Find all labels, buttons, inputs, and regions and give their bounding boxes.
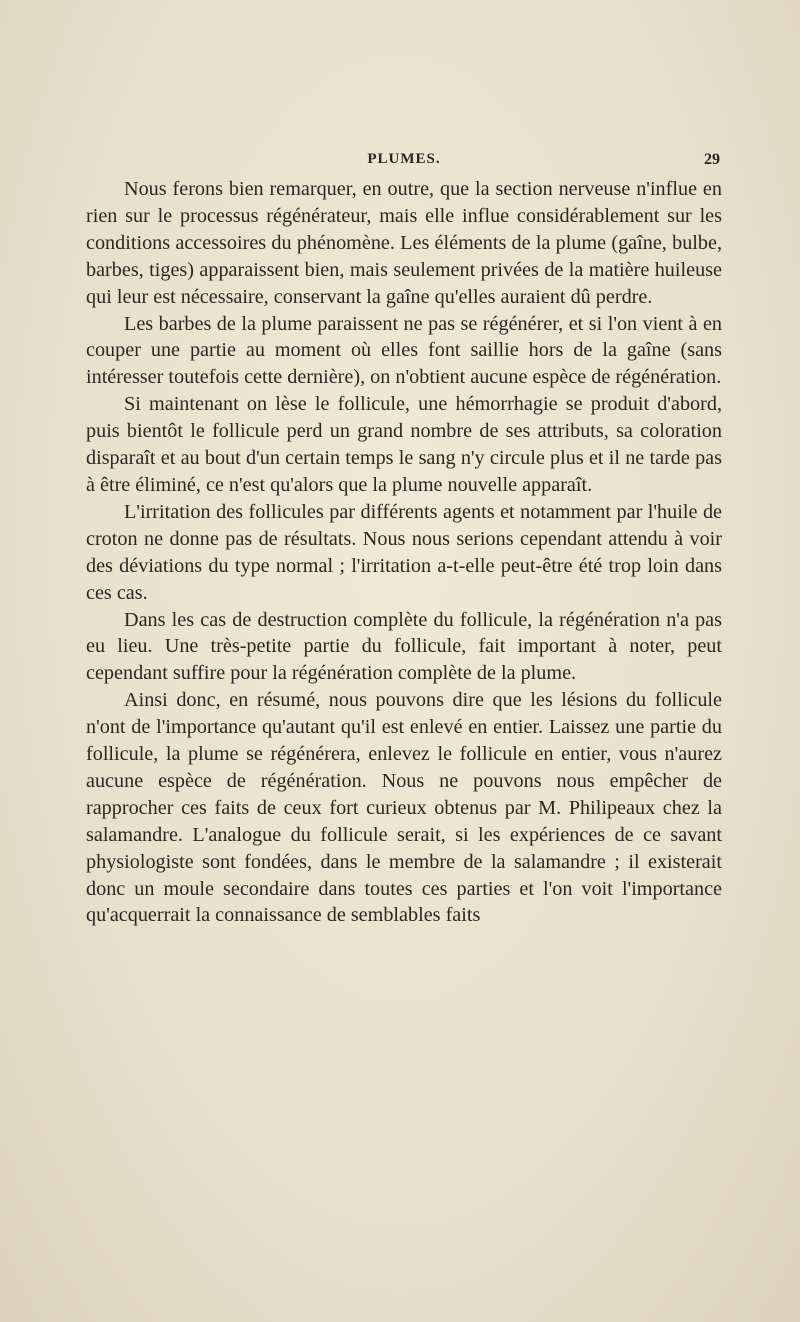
paragraph-destruction: Dans les cas de destruction complète du follicule, la régénération n'a pas eu lieu. Une très-petite partie du follicule, fait important à noter, peut cependant suffire pour la régénération complète de la plume. xyxy=(86,608,722,685)
paragraph-barbes: Les barbes de la plume paraissent ne pas se régénérer, et si l'on vient à en couper une partie au moment où elles font saillie hors de la gaîne (sans intéresser toutefois cette dernière), on n'obtient aucune espèce de régénération. xyxy=(86,312,722,389)
body-text xyxy=(86,176,722,929)
running-title: PLUMES. xyxy=(367,151,441,167)
running-head xyxy=(88,151,720,173)
paragraph-resume: Ainsi donc, en résumé, nous pouvons dire que les lésions du follicule n'ont de l'importance qu'autant qu'il est enlevé en entier. Laissez une partie du follicule, la plume se régénérera, enlevez le follicule en entier, vous n'aurez aucune espèce de régénération. Nous ne pouvons nous empêcher de rapprocher ces faits de ceux fort curieux obtenus par M. Philipeaux chez la salamandre. L'analogue du follicule serait, si les expériences de ce savant physiologiste sont fondées, dans le membre de la salamandre ; il existerait donc un moule secondaire dans toutes ces parties et l'on voit l'importance qu'acquerrait la connaissance de semblables faits xyxy=(86,689,722,927)
paragraph-irritation: L'irritation des follicules par différents agents et notamment par l'huile de croton ne donne pas de résultats. Nous nous serions cependant attendu à voir des déviations du type normal ; l'irritation a-t-elle peut-être été trop loin dans ces cas. xyxy=(86,500,722,604)
paragraph-section-nerveuse: Nous ferons bien remarquer, en outre, que la section nerveuse n'influe en rien sur le processus régénérateur, mais elle influe considérablement sur les conditions accessoires du phénomène. Les éléments de la plume (gaîne, bulbe, barbes, tiges) apparaissent bien, mais seulement privées de la matière huileuse qui leur est nécessaire, conservant la gaîne qu'elles auraient dû perdre. xyxy=(86,178,722,308)
paragraph-lesion-follicule: Si maintenant on lèse le follicule, une hémorrhagie se produit d'abord, puis bientôt le follicule perd un grand nombre de ses attributs, sa coloration disparaît et au bout d'un certain temps le sang n'y circule plus et il ne tarde pas à être éliminé, ce n'est qu'alors que la plume nouvelle apparaît. xyxy=(86,393,722,496)
page-number: 29 xyxy=(704,151,720,168)
